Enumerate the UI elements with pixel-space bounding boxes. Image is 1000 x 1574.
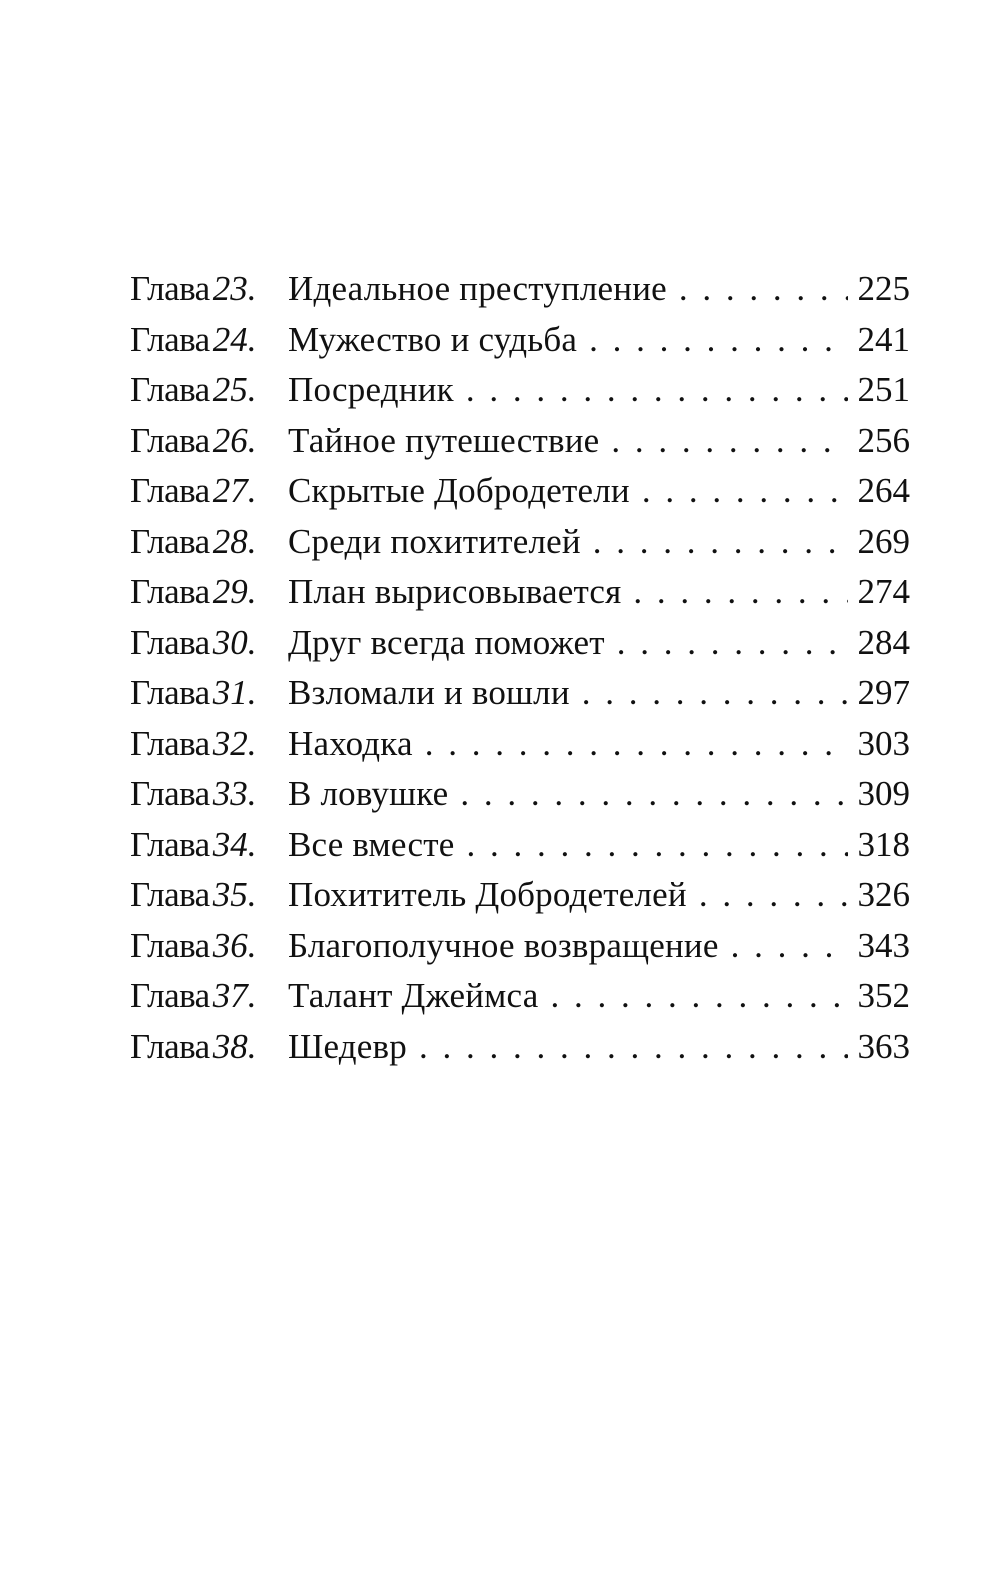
toc-entry: [130, 820, 910, 871]
chapter-label: [130, 466, 288, 516]
chapter-title: Талант Джеймса: [288, 976, 539, 1015]
chapter-title: Взломали и вошли: [288, 673, 570, 712]
chapter-label: [130, 416, 288, 466]
toc-entry: [130, 517, 910, 568]
chapter-label: [130, 264, 288, 314]
chapter-label: [130, 315, 288, 365]
chapter-number: 28.: [212, 521, 257, 561]
chapter-number: 24.: [212, 319, 257, 359]
chapter-word: Глава: [130, 572, 210, 611]
chapter-number: 33.: [212, 774, 257, 813]
page-number: 256: [857, 420, 910, 460]
chapter-label: [130, 618, 288, 668]
chapter-word: Глава: [130, 673, 210, 712]
chapter-label: [130, 517, 288, 567]
toc-entry: [130, 971, 910, 1022]
dot-leader: [448, 769, 848, 819]
chapter-number: 30.: [212, 622, 257, 662]
table-of-contents: [130, 264, 910, 1072]
toc-entry: [130, 719, 910, 770]
chapter-title: В ловушке: [288, 774, 449, 813]
chapter-label: [130, 971, 288, 1021]
chapter-number: 34.: [212, 824, 257, 864]
chapter-title: Идеальное преступление: [288, 269, 667, 308]
chapter-word: Глава: [130, 824, 210, 864]
toc-entry: [130, 264, 910, 315]
chapter-word: Глава: [130, 370, 210, 409]
toc-entry: [130, 618, 910, 669]
chapter-title: План вырисовывается: [288, 572, 622, 611]
toc-entry: [130, 668, 910, 719]
toc-entry: [130, 1022, 910, 1073]
dot-leader: [454, 365, 848, 415]
chapter-number: 31.: [212, 673, 257, 712]
dot-leader: [407, 1022, 848, 1072]
page-number: 297: [857, 673, 910, 712]
page-number: 309: [857, 774, 910, 813]
chapter-number: 25.: [212, 370, 257, 409]
toc-entry: [130, 921, 910, 972]
chapter-number: 27.: [212, 471, 257, 510]
chapter-label: [130, 1022, 288, 1072]
chapter-label: [130, 820, 288, 870]
chapter-number: 26.: [212, 420, 257, 460]
chapter-word: Глава: [130, 471, 210, 510]
chapter-label: [130, 870, 288, 920]
chapter-label: [130, 719, 288, 769]
toc-entry: [130, 567, 910, 618]
page-number: 318: [857, 824, 910, 864]
chapter-title: Друг всегда поможет: [288, 622, 605, 662]
chapter-word: Глава: [130, 875, 210, 914]
page-number: 225: [857, 269, 910, 308]
chapter-title: Благополучное возвращение: [288, 925, 719, 965]
chapter-number: 36.: [212, 925, 257, 965]
chapter-label: [130, 769, 288, 819]
dot-leader: [621, 567, 848, 617]
chapter-number: 32.: [212, 723, 257, 763]
dot-leader: [538, 971, 848, 1021]
page-number: 284: [857, 622, 910, 662]
chapter-title: Мужество и судьба: [288, 319, 578, 359]
chapter-number: 23.: [212, 269, 257, 308]
chapter-title: Среди похитителей: [288, 521, 581, 561]
chapter-word: Глава: [130, 622, 210, 662]
page-number: 251: [857, 370, 910, 409]
dot-leader: [570, 668, 848, 718]
chapter-number: 29.: [212, 572, 257, 611]
page-number: 352: [857, 976, 910, 1015]
toc-entry: [130, 365, 910, 416]
chapter-title: Похититель Добродетелей: [288, 875, 687, 914]
chapter-word: Глава: [130, 976, 210, 1015]
dot-leader: [605, 618, 848, 668]
chapter-label: [130, 365, 288, 415]
chapter-word: Глава: [130, 723, 210, 763]
page-number: 326: [857, 875, 910, 914]
toc-entry: [130, 466, 910, 517]
chapter-number: 35.: [212, 875, 257, 914]
dot-leader: [413, 719, 848, 769]
chapter-number: 37.: [212, 976, 257, 1015]
toc-entry: [130, 315, 910, 366]
chapter-title: Посредник: [288, 370, 454, 409]
dot-leader: [630, 466, 848, 516]
chapter-title: Скрытые Добродетели: [288, 471, 630, 510]
page-number: 303: [857, 723, 910, 763]
dot-leader: [667, 264, 848, 314]
dot-leader: [599, 416, 848, 466]
chapter-title: Шедевр: [288, 1026, 407, 1066]
page-number: 363: [857, 1026, 910, 1066]
chapter-word: Глава: [130, 925, 210, 965]
dot-leader: [454, 820, 848, 870]
page-number: 241: [857, 319, 910, 359]
dot-leader: [581, 517, 848, 567]
dot-leader: [687, 870, 848, 920]
toc-entry: [130, 416, 910, 467]
dot-leader: [719, 921, 848, 971]
chapter-title: Все вместе: [288, 824, 455, 864]
chapter-word: Глава: [130, 319, 210, 359]
chapter-label: [130, 567, 288, 617]
chapter-number: 38.: [212, 1026, 257, 1066]
dot-leader: [577, 315, 848, 365]
chapter-word: Глава: [130, 521, 210, 561]
toc-entry: [130, 870, 910, 921]
chapter-word: Глава: [130, 420, 210, 460]
chapter-title: Тайное путешествие: [288, 420, 600, 460]
page-number: 264: [857, 471, 910, 510]
page-number: 343: [857, 925, 910, 965]
chapter-label: [130, 668, 288, 718]
chapter-word: Глава: [130, 1026, 210, 1066]
chapter-word: Глава: [130, 774, 210, 813]
page-number: 269: [857, 521, 910, 561]
chapter-label: [130, 921, 288, 971]
page-number: 274: [857, 572, 910, 611]
chapter-title: Находка: [288, 723, 413, 763]
chapter-word: Глава: [130, 269, 210, 308]
toc-entry: [130, 769, 910, 820]
